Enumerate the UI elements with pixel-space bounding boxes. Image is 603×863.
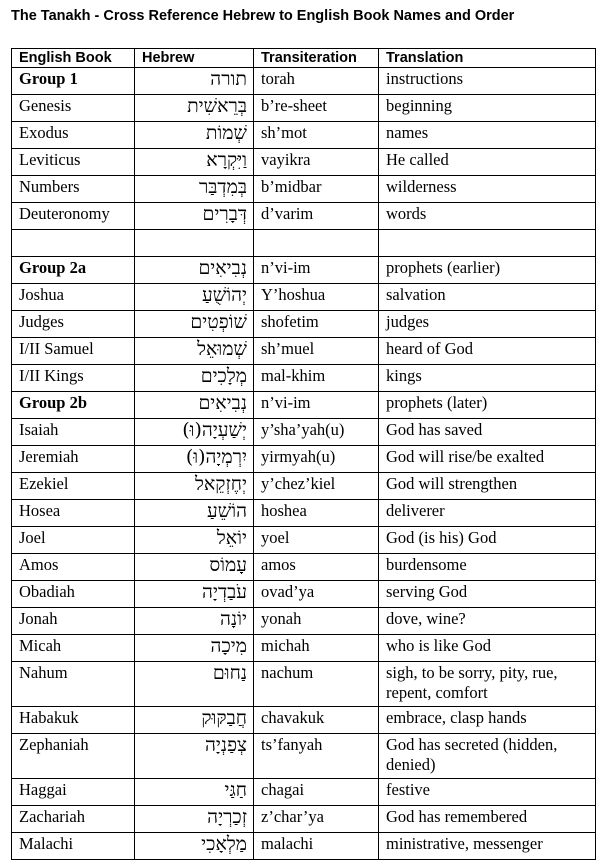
english-book-cell: Deuteronomy: [12, 203, 135, 230]
table-row: [12, 95, 596, 122]
english-book-cell: Hosea: [12, 500, 135, 527]
translation-cell: dove, wine?: [379, 608, 596, 635]
table-row: [12, 662, 596, 707]
english-book-cell: Habakuk: [12, 707, 135, 734]
hebrew-name-cell: יוֹנָה: [135, 608, 254, 635]
transliteration-cell: michah: [254, 635, 379, 662]
table-row: [12, 230, 596, 257]
hebrew-name-cell: שְׁמוֹת: [135, 122, 254, 149]
hebrew-name-cell: בְּמִדְבַּר: [135, 176, 254, 203]
translation-cell: God has remembered: [379, 806, 596, 833]
english-book-cell: Ezekiel: [12, 473, 135, 500]
translation-cell: God (is his) God: [379, 527, 596, 554]
transliteration-cell: yirmyah(u): [254, 446, 379, 473]
hebrew-name-cell: וַיִּקְרָא: [135, 149, 254, 176]
english-book-cell: Genesis: [12, 95, 135, 122]
english-book-cell: Nahum: [12, 662, 135, 707]
translation-cell: serving God: [379, 581, 596, 608]
table-row: [12, 68, 596, 95]
table-row: [12, 122, 596, 149]
hebrew-name-cell: צְפַנְיָה: [135, 734, 254, 779]
translation-cell: God has saved: [379, 419, 596, 446]
table-row: [12, 338, 596, 365]
transliteration-cell: z’char’ya: [254, 806, 379, 833]
transliteration-cell: mal-khim: [254, 365, 379, 392]
table-body: [12, 68, 596, 860]
translation-cell: ministrative, messenger: [379, 833, 596, 860]
english-book-cell: Numbers: [12, 176, 135, 203]
hebrew-name-cell: בְּרֵאשִׁית: [135, 95, 254, 122]
transliteration-cell: [254, 230, 379, 257]
header-translation: Translation: [379, 49, 596, 68]
transliteration-cell: b’re-sheet: [254, 95, 379, 122]
hebrew-name-cell: נַחוּם: [135, 662, 254, 707]
english-book-cell: Zephaniah: [12, 734, 135, 779]
hebrew-name-cell: יְהוֹשֻׁעַ: [135, 284, 254, 311]
hebrew-name-cell: חֲבַקּוּק: [135, 707, 254, 734]
translation-cell: instructions: [379, 68, 596, 95]
table-row: [12, 473, 596, 500]
page-title: The Tanakh - Cross Reference Hebrew to English Book Names and Order: [11, 8, 515, 24]
header-row: [12, 49, 596, 68]
table-row: [12, 554, 596, 581]
header-english-book: English Book: [12, 49, 135, 68]
english-book-cell: Joel: [12, 527, 135, 554]
table-row: [12, 500, 596, 527]
english-book-cell: Group 2a: [12, 257, 135, 284]
table-row: [12, 734, 596, 779]
table-row: [12, 149, 596, 176]
english-book-cell: Micah: [12, 635, 135, 662]
hebrew-name-cell: יוֹאֵל: [135, 527, 254, 554]
hebrew-name-cell: יִרְמְיָה(וּ): [135, 446, 254, 473]
hebrew-name-cell: הוֹשֵׁעַ: [135, 500, 254, 527]
transliteration-cell: shofetim: [254, 311, 379, 338]
translation-cell: God will strengthen: [379, 473, 596, 500]
english-book-cell: I/II Samuel: [12, 338, 135, 365]
table-row: [12, 176, 596, 203]
english-book-cell: Leviticus: [12, 149, 135, 176]
english-book-cell: Amos: [12, 554, 135, 581]
translation-cell: salvation: [379, 284, 596, 311]
translation-cell: who is like God: [379, 635, 596, 662]
hebrew-name-cell: נְבִיאִים: [135, 257, 254, 284]
translation-cell: God has secreted (hidden, denied): [379, 734, 596, 779]
translation-cell: judges: [379, 311, 596, 338]
transliteration-cell: yoel: [254, 527, 379, 554]
hebrew-name-cell: תורה: [135, 68, 254, 95]
english-book-cell: Haggai: [12, 779, 135, 806]
english-book-cell: Obadiah: [12, 581, 135, 608]
translation-cell: heard of God: [379, 338, 596, 365]
hebrew-name-cell: מְלָכִים: [135, 365, 254, 392]
transliteration-cell: ovad’ya: [254, 581, 379, 608]
transliteration-cell: sh’mot: [254, 122, 379, 149]
transliteration-cell: torah: [254, 68, 379, 95]
hebrew-name-cell: דְּבָרִים: [135, 203, 254, 230]
transliteration-cell: vayikra: [254, 149, 379, 176]
hebrew-name-cell: מַלְאָכִי: [135, 833, 254, 860]
table-row: [12, 419, 596, 446]
table-row: [12, 581, 596, 608]
translation-cell: [379, 230, 596, 257]
table-row: [12, 833, 596, 860]
translation-cell: festive: [379, 779, 596, 806]
hebrew-name-cell: [135, 230, 254, 257]
translation-cell: He called: [379, 149, 596, 176]
transliteration-cell: nachum: [254, 662, 379, 707]
translation-cell: names: [379, 122, 596, 149]
table-row: [12, 203, 596, 230]
translation-cell: God will rise/be exalted: [379, 446, 596, 473]
translation-cell: burdensome: [379, 554, 596, 581]
transliteration-cell: sh’muel: [254, 338, 379, 365]
table-row: [12, 527, 596, 554]
hebrew-name-cell: נְבִיאִים: [135, 392, 254, 419]
transliteration-cell: chagai: [254, 779, 379, 806]
table-row: [12, 635, 596, 662]
header-transliteration: Transiteration: [254, 49, 379, 68]
english-book-cell: Group 1: [12, 68, 135, 95]
translation-cell: deliverer: [379, 500, 596, 527]
english-book-cell: Exodus: [12, 122, 135, 149]
english-book-cell: Group 2b: [12, 392, 135, 419]
hebrew-name-cell: יְחֶזְקֵאל: [135, 473, 254, 500]
table-row: [12, 257, 596, 284]
translation-cell: embrace, clasp hands: [379, 707, 596, 734]
english-book-cell: Zachariah: [12, 806, 135, 833]
english-book-cell: Joshua: [12, 284, 135, 311]
transliteration-cell: y’sha’yah(u): [254, 419, 379, 446]
transliteration-cell: b’midbar: [254, 176, 379, 203]
english-book-cell: Judges: [12, 311, 135, 338]
translation-cell: sigh, to be sorry, pity, rue, repent, comfort: [379, 662, 596, 707]
hebrew-name-cell: שְׁמוּאֵל: [135, 338, 254, 365]
table-row: [12, 707, 596, 734]
translation-cell: beginning: [379, 95, 596, 122]
transliteration-cell: y’chez’kiel: [254, 473, 379, 500]
hebrew-name-cell: יְשַׁעְיָה(וּ): [135, 419, 254, 446]
transliteration-cell: malachi: [254, 833, 379, 860]
english-book-cell: I/II Kings: [12, 365, 135, 392]
english-book-cell: [12, 230, 135, 257]
english-book-cell: Malachi: [12, 833, 135, 860]
english-book-cell: Jonah: [12, 608, 135, 635]
translation-cell: kings: [379, 365, 596, 392]
transliteration-cell: n’vi-im: [254, 392, 379, 419]
english-book-cell: Jeremiah: [12, 446, 135, 473]
table-row: [12, 311, 596, 338]
english-book-cell: Isaiah: [12, 419, 135, 446]
transliteration-cell: yonah: [254, 608, 379, 635]
table-row: [12, 446, 596, 473]
table-row: [12, 392, 596, 419]
table-row: [12, 806, 596, 833]
table-row: [12, 284, 596, 311]
transliteration-cell: d’varim: [254, 203, 379, 230]
transliteration-cell: hoshea: [254, 500, 379, 527]
translation-cell: wilderness: [379, 176, 596, 203]
hebrew-name-cell: חַגַּי: [135, 779, 254, 806]
hebrew-name-cell: זְכַרְיָה: [135, 806, 254, 833]
hebrew-name-cell: עֹבַדְיָה: [135, 581, 254, 608]
table-row: [12, 779, 596, 806]
transliteration-cell: amos: [254, 554, 379, 581]
hebrew-name-cell: עָמוֹס: [135, 554, 254, 581]
table-row: [12, 365, 596, 392]
transliteration-cell: Y’hoshua: [254, 284, 379, 311]
translation-cell: prophets (later): [379, 392, 596, 419]
transliteration-cell: chavakuk: [254, 707, 379, 734]
header-hebrew: Hebrew: [135, 49, 254, 68]
transliteration-cell: n’vi-im: [254, 257, 379, 284]
hebrew-name-cell: שׁוֹפְטִים: [135, 311, 254, 338]
translation-cell: words: [379, 203, 596, 230]
hebrew-name-cell: מִיכָה: [135, 635, 254, 662]
cross-reference-table: [11, 48, 596, 860]
transliteration-cell: ts’fanyah: [254, 734, 379, 779]
table-row: [12, 608, 596, 635]
translation-cell: prophets (earlier): [379, 257, 596, 284]
